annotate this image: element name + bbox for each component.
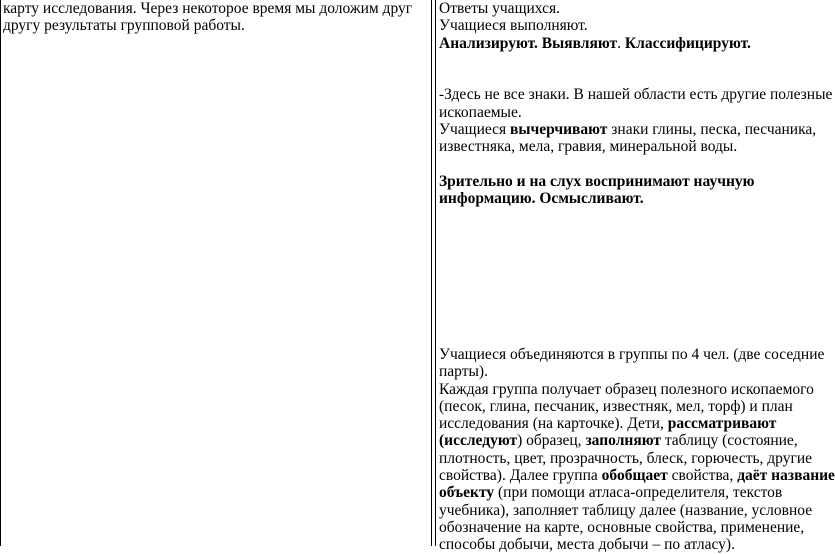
text-fragment: знаки глины, песка, песчаника, [607,121,817,139]
bold-text: Анализируют. Выявляют [439,34,618,52]
text-fragment: свойства, [667,467,738,485]
text-line: плотность, цвет, прозрачность, блеск, горючесть, другие [439,449,813,467]
text-line: -Здесь не все знаки. В нашей области есть другие полезные [439,86,833,104]
bold-text: (исследуют [439,432,518,450]
bold-text: Классифицируют. [624,34,751,52]
text-line [439,173,816,190]
text-fragment: исследования (на карточке). Дети, [439,415,668,433]
text-line [439,484,816,501]
paragraph-gap [439,52,816,87]
table-border-left [0,0,1,546]
bold-text: даёт название [737,467,835,485]
bold-text: информацию. Осмысливают. [439,190,644,208]
text-line [439,415,816,432]
text-line: Учащиеся выполняют. [439,17,588,35]
text-line: другу результаты групповой работы. [3,17,245,35]
text-line [439,190,816,207]
text-line: Каждая группа получает образец полезного ископаемого [439,380,814,398]
text-line [439,432,816,449]
text-fragment: свойства). Далее группа [439,467,602,485]
bold-text: рассматривают [667,415,777,433]
table-column-divider [431,0,432,546]
text-line: Ответы учащихся. [439,0,560,17]
text-line: ископаемые. [439,103,522,121]
table-cell-teacher-activity [3,0,428,35]
text-line: Учащиеся объединяются в группы по 4 чел. (две соседние [439,345,825,363]
text-line: учебника), заполняет таблицу далее (название, условное [439,501,813,519]
text-line [439,121,816,138]
text-line: обозначение на карте, основные свойства, применение, [439,518,805,536]
text-fragment: ) образец, [517,432,586,450]
text-fragment: (при помощи атласа-определителя, текстов [494,484,783,502]
text-line [439,35,816,52]
paragraph-gap [439,156,816,173]
text-fragment: Учащиеся [439,121,511,139]
text-line: карту исследования. Через некоторое время мы доложим друг [3,0,413,17]
bold-text: Зрительно и на слух воспринимают научную [439,172,755,190]
bold-text: объекту [439,484,495,502]
bold-text: вычерчивают [510,121,608,139]
text-line [439,467,835,485]
text-fragment: таблицу (состояние, [660,432,798,450]
text-line: способы добычи, места добычи – по атласу). [439,536,735,554]
paragraph-gap [439,208,816,346]
table-cell-student-activity [439,0,835,554]
table-column-divider-inner [435,0,436,546]
text-line: известняка, мела, гравия, минеральной воды. [439,138,738,156]
text-line: (песок, глина, песчаник, известняк, мел, торф) и план [439,397,793,415]
bold-text: обобщает [601,467,668,485]
text-fragment: . [617,34,625,52]
text-line: парты). [439,363,488,381]
bold-text: заполняют [585,432,661,450]
